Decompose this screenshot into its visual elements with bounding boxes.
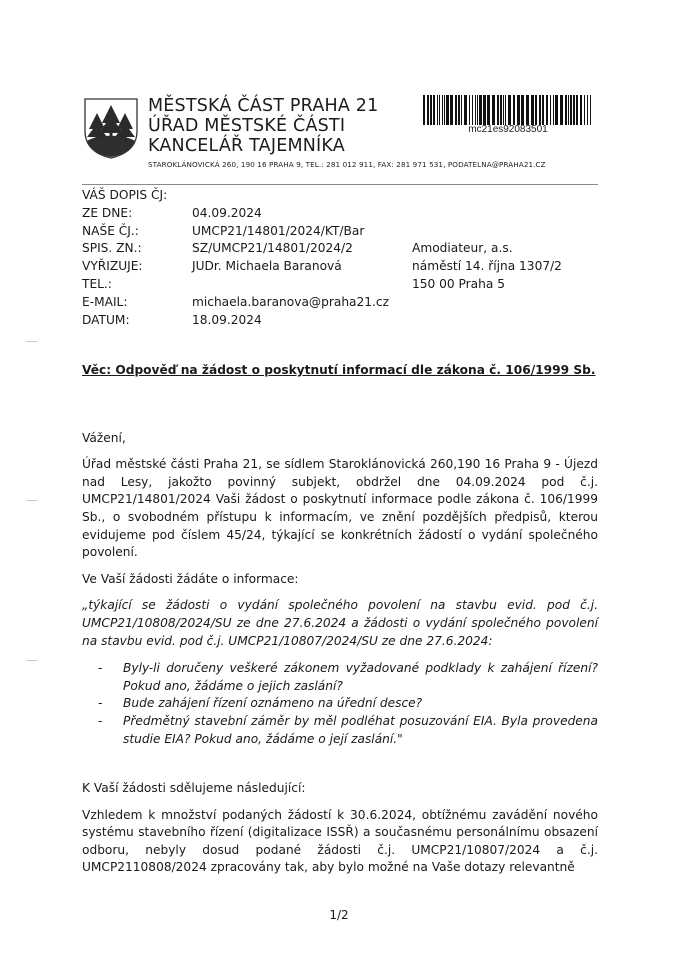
meta-label: NAŠE ČJ.: — [82, 223, 139, 238]
barcode-bar — [546, 95, 548, 125]
margin-mark — [26, 500, 37, 501]
recipient-address — [412, 240, 562, 293]
barcode-bar — [503, 95, 504, 125]
bullet-dash: - — [98, 661, 103, 676]
barcode-bar — [492, 95, 495, 125]
barcode-text: mc21es92083501 — [468, 124, 548, 135]
barcode-bar — [423, 95, 425, 125]
barcode-bar — [521, 95, 524, 125]
barcode-bar — [584, 95, 585, 125]
barcode-bar — [587, 95, 588, 125]
bullet-dash: - — [98, 713, 103, 728]
org-name-line-1: MĚSTSKÁ ČÁST PRAHA 21 — [148, 96, 379, 116]
meta-value: michaela.baranova@praha21.cz — [192, 294, 389, 309]
paragraph-response-intro: K Vaší žádosti sdělujeme následující: — [82, 781, 306, 796]
paragraph-request-intro: Ve Vaší žádosti žádáte o informace: — [82, 571, 299, 586]
org-name-line-3: KANCELÁŘ TAJEMNÍKA — [148, 136, 345, 156]
list-item — [98, 695, 598, 713]
barcode-bar — [508, 95, 511, 125]
letter-subject: Věc: Odpověď na žádost o poskytnutí informací dle zákona č. 106/1999 Sb. — [82, 363, 596, 377]
org-name-line-2: ÚŘAD MĚSTSKÉ ČÁSTI — [148, 116, 346, 136]
meta-row — [82, 187, 389, 205]
barcode-bar — [555, 95, 558, 125]
barcode-bar — [483, 95, 486, 125]
barcode-bar — [437, 95, 438, 125]
barcode-bar — [550, 95, 551, 125]
barcode-bar — [539, 95, 541, 125]
meta-value: 04.09.2024 — [192, 205, 262, 220]
barcode-bar — [461, 95, 462, 125]
barcode-bar — [590, 95, 591, 125]
margin-mark — [26, 341, 37, 342]
barcode-bar — [570, 95, 572, 125]
barcode-bar — [455, 95, 457, 125]
meta-value: 18.09.2024 — [192, 312, 262, 327]
recipient-line: Amodiateur, a.s. — [412, 241, 513, 255]
barcode-bar — [444, 95, 445, 125]
header-divider — [82, 184, 598, 185]
barcode-bar — [472, 95, 473, 125]
meta-value: SZ/UMCP21/14801/2024/2 — [192, 241, 353, 256]
list-item-text: Byly-li doručeny veškeré zákonem vyžadované podklady k zahájení řízení? Pokud ano, žádáme o jejich zaslání? — [123, 661, 598, 693]
reference-block — [82, 187, 389, 329]
barcode-bar — [565, 95, 567, 125]
barcode-bar — [517, 95, 520, 125]
barcode-icon — [423, 95, 593, 125]
spacer — [82, 748, 598, 780]
request-list — [98, 660, 598, 748]
letter-body — [82, 362, 598, 886]
barcode-bar — [433, 95, 435, 125]
bullet-dash: - — [98, 696, 103, 711]
meta-value: UMCP21/14801/2024/KT/Bar — [192, 223, 365, 238]
barcode-bar — [477, 95, 478, 125]
salutation: Vážení, — [82, 430, 126, 445]
meta-label: VYŘIZUJE: — [82, 259, 143, 274]
paragraph-response: Vzhledem k množství podaných žádostí k 30.6.2024, obtížnému zavádění nového systému stavebního řízení (digitalizace ISSŘ) a současnému personálnímu obsazení odboru, nebyly dosud podané žádosti č.j. UMCP21/10807/2024 a č.j. UMCP2110808/2024 zpracovány tak, aby bylo možné na Vaše dotazy relevantně — [82, 807, 598, 875]
barcode-bar — [580, 95, 582, 125]
barcode-bar — [505, 95, 506, 125]
list-item — [98, 660, 598, 695]
meta-row — [82, 294, 389, 312]
barcode-bar — [427, 95, 429, 125]
barcode-bar — [553, 95, 554, 125]
recipient-line: náměstí 14. října 1307/2 — [412, 258, 562, 273]
list-item-text: Bude zahájení řízení oznámeno na úřední desce? — [123, 696, 423, 711]
barcode-bar — [576, 95, 578, 125]
meta-row — [82, 223, 389, 241]
barcode-bar — [560, 95, 563, 125]
barcode-bar — [446, 95, 449, 125]
barcode-bar — [442, 95, 443, 125]
barcode-bar — [430, 95, 432, 125]
meta-row — [82, 312, 389, 330]
barcode-bar — [458, 95, 460, 125]
barcode-bar — [573, 95, 575, 125]
meta-label: TEL.: — [82, 276, 112, 291]
meta-label: VÁŠ DOPIS ČJ: — [82, 188, 168, 202]
meta-row — [82, 276, 389, 294]
coat-of-arms-icon — [83, 97, 139, 159]
barcode-bar — [439, 95, 440, 125]
list-item-text: Předmětný stavební záměr by měl podléhat posuzování EIA. Byla provedena studie EIA? Pokud ano, žádáme o její zaslání." — [123, 713, 598, 746]
barcode-bar — [497, 95, 499, 125]
barcode-bar — [542, 95, 544, 125]
meta-row — [82, 205, 389, 223]
barcode-bar — [475, 95, 476, 125]
barcode-bar — [479, 95, 482, 125]
barcode-bar — [469, 95, 470, 125]
page-number: 1/2 — [329, 908, 349, 922]
org-address: STAROKLÁNOVICKÁ 260, 190 16 PRAHA 9, TEL.: 281 012 911, FAX: 281 971 531, PODATELNA@PRAHA21.CZ — [148, 160, 546, 169]
barcode-bar — [500, 95, 502, 125]
barcode-bar — [526, 95, 529, 125]
barcode-bar — [464, 95, 467, 125]
barcode-bar — [535, 95, 537, 125]
barcode-bar — [568, 95, 569, 125]
meta-value: JUDr. Michaela Baranová — [192, 259, 342, 274]
meta-row — [82, 258, 389, 276]
meta-label: DATUM: — [82, 312, 130, 327]
quoted-request: „týkající se žádosti o vydání společného povolení na stavbu evid. pod č.j. UMCP21/10808/2024/SU ze dne 27.6.2024 a žádosti o vydání společného povolení na stavbu evid. pod č.j. UMCP21/10807/2024/SU ze dne 27.6.2024: — [82, 598, 598, 648]
list-item — [98, 713, 598, 748]
barcode-bar — [531, 95, 534, 125]
barcode-bar — [513, 95, 515, 125]
margin-mark — [26, 660, 37, 661]
recipient-line: 150 00 Praha 5 — [412, 276, 505, 291]
meta-label: SPIS. ZN.: — [82, 241, 142, 256]
barcode-bar — [450, 95, 453, 125]
meta-label: ZE DNE: — [82, 205, 133, 220]
meta-row — [82, 240, 389, 258]
paragraph-intro: Úřad městské části Praha 21, se sídlem Staroklánovická 260,190 16 Praha 9 - Újezd nad Lesy, jakožto povinný subjekt, obdržel dne 04.09.2024 pod č.j. UMCP21/14801/2024 Vaši žádost o poskytnutí informace podle zákona č. 106/1999 Sb., o svobodném přístupu k informacím, ve znění pozdějších předpisů, kterou evidujeme pod číslem 45/24, týkající se konkrétních žádostí o vydání společného povolení. — [82, 457, 598, 560]
meta-label: E-MAIL: — [82, 294, 128, 309]
barcode-bar — [487, 95, 490, 125]
